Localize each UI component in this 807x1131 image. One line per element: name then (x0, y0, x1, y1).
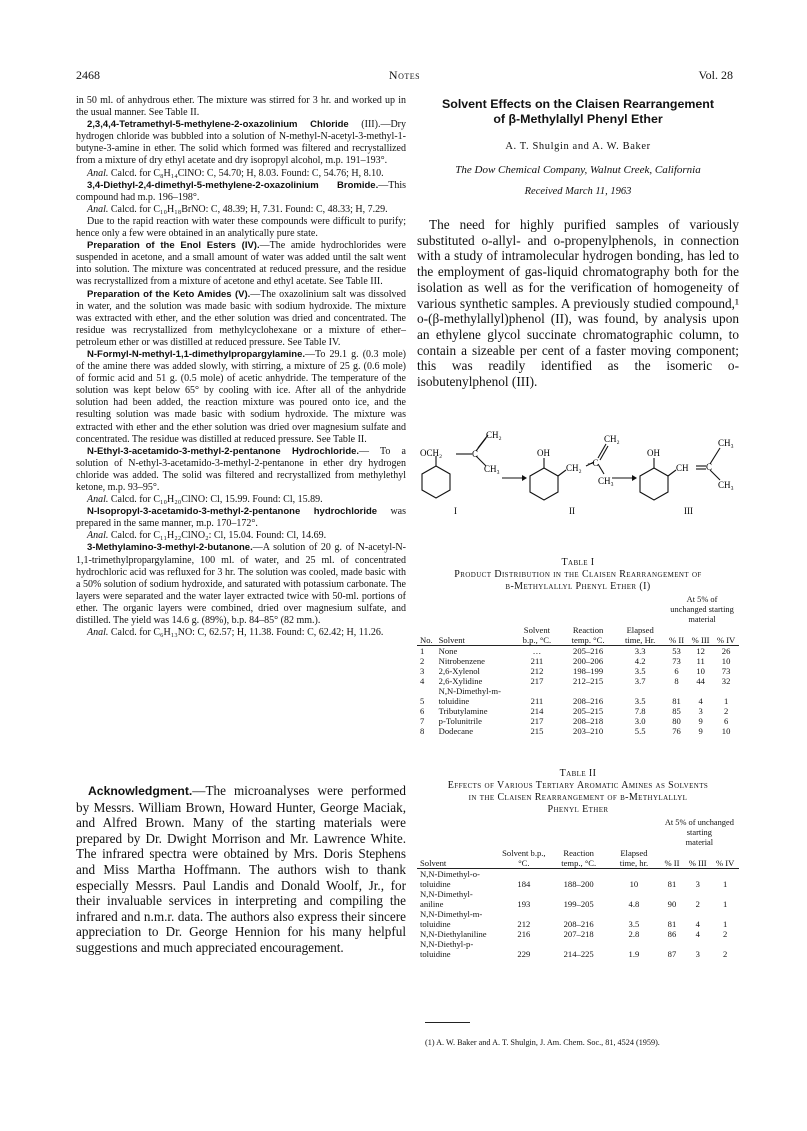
analysis: Anal. Calcd. for C₈H₁₄ClNO: C, 54.70; H, 8.03. Found: C, 54.76; H, 8.10. (87, 167, 384, 179)
table-cell: 9 (698, 716, 703, 726)
table-cell: 81 (667, 879, 677, 889)
table-cell: 4 (695, 929, 700, 939)
table-label: Table I (561, 557, 595, 568)
table-cell: 2 (723, 706, 729, 716)
table-cell: 87 (667, 949, 677, 959)
footnote: (1) A. W. Baker and A. T. Shulgin, J. Am. Chem. Soc., 81, 4524 (1959). (425, 1038, 660, 1047)
paragraph: 3-Methylamino-3-methyl-2-butanone.—A solution of 20 g. of N-acetyl-N-1,1-trimethylpropargylamine, 100 ml. of water, and 25 ml. of concentrated hydrochloric acid was refluxed for 3 hr. The solution was cooled, made basic with a 50% solution of sodium hydroxide, and saturated with potassium carbonate. The layers were separated and the water layer extracted twice with 50-ml. portions of ether. The organic layers were combined, dried over magnesium sulfate, and distilled. The yield was 14.6 g. (89%), b.p. 84–85° (82 mm.). (76, 542, 406, 627)
table-cell: 2,6-Xylidine (438, 676, 483, 686)
table-cell: 7 (420, 716, 425, 726)
table-cell: 4.8 (628, 899, 640, 909)
scheme-group: –C (588, 458, 599, 468)
table-cell: 4 (698, 696, 703, 706)
section-heading: Preparation of the Keto Amides (V). (87, 288, 251, 300)
table-cell: 207–218 (563, 929, 594, 939)
table-cell: 53 (672, 646, 681, 656)
table-title: in the Claisen Rearrangement of β-Methylallyl (468, 792, 688, 803)
scheme-group: CH₂ (604, 434, 620, 444)
paragraph: in 50 ml. of anhydrous ether. The mixture was stirred for 3 hr. and worked up in the usual manner. See Table II. (76, 95, 406, 119)
scheme-group: C (706, 462, 713, 472)
span-header: At 5% of unchanged starting (664, 818, 734, 837)
table-label: Table II (559, 768, 597, 779)
table-cell: 203–210 (573, 726, 604, 736)
table-row (417, 929, 739, 939)
data-table (417, 818, 739, 959)
benzene-ring (530, 468, 558, 500)
table-cell: 44 (696, 676, 705, 686)
table-row (417, 706, 739, 716)
table-row (417, 726, 739, 736)
column-header: Elapsed time, hr. (619, 848, 649, 868)
paragraph: Due to the rapid reaction with water these compounds were difficult to purify; hence only a few were obtained in an analytically pure state. (76, 215, 406, 240)
table-cell: 26 (721, 646, 731, 656)
column-header: Reaction temp., °C. (561, 848, 597, 868)
table-cell: 3.7 (634, 676, 646, 686)
table-cell: Dodecane (438, 726, 474, 736)
table-cell: 10 (721, 656, 731, 666)
table-cell: N,N-Dimethyl-m-toluidine (420, 909, 483, 929)
benzene-ring (422, 466, 450, 498)
table-cell: 1 (722, 919, 728, 929)
table-cell: 12 (696, 646, 705, 656)
compound-label: II (569, 506, 575, 516)
table-cell: 73 (672, 656, 681, 666)
running-head: Notes (388, 68, 421, 82)
table-cell: Nitrobenzene (438, 656, 485, 666)
table-cell: 85 (672, 706, 681, 716)
table-row (417, 889, 739, 909)
table-cell: 217 (530, 716, 544, 726)
column-header: Solvent (420, 858, 447, 868)
right-column (417, 95, 739, 390)
table-cell: 8 (420, 726, 425, 736)
scheme-group: CH₃ (718, 480, 734, 490)
table-cell: p-Tolunitrile (438, 716, 482, 726)
table-cell: 2 (695, 899, 700, 909)
table-1 (417, 557, 739, 736)
left-column (76, 95, 406, 639)
table-cell: 3.3 (634, 646, 646, 656)
table-cell: 1.9 (628, 949, 640, 959)
table-cell: 11 (696, 656, 705, 666)
table-row (417, 869, 739, 890)
analysis: Anal. Calcd. for C₆H₁₃NO: C, 62.57; H, 11.38. Found: C, 62.42; H, 11.26. (87, 627, 384, 639)
table-cell: 6 (723, 716, 729, 726)
compound-label: III (684, 506, 693, 516)
table-title: β-Methylallyl Phenyl Ether (I) (505, 581, 651, 592)
table-cell: 200–206 (573, 656, 604, 666)
analysis: Anal. Calcd. for C₁₁H₂₂ClNO₂: Cl, 15.04. Found: Cl, 14.69. (87, 530, 327, 542)
table-cell: 2,6-Xylenol (438, 666, 480, 676)
volume-label: Vol. 28 (698, 68, 733, 82)
paragraph: N-Ethyl-3-acetamido-3-methyl-2-pentanone Hydrochloride.— To a solution of N-ethyl-3-acetamido-3-methyl-2-pentanone in ether dry hydrogen chloride was added. The solid was filtered and recrystallized from methylethyl ketone, m.p. 93–95°. (76, 445, 406, 493)
column-header: Reaction temp. °C. (571, 625, 605, 645)
table-cell: 81 (667, 919, 677, 929)
table-cell: 211 (530, 656, 544, 666)
table-cell: Tributylamine (438, 706, 488, 716)
table-cell: N,N-Diethylaniline (420, 929, 487, 939)
table-cell: 1 (420, 646, 425, 656)
table-cell: 3.0 (634, 716, 646, 726)
table-row (417, 646, 739, 657)
table-cell: 199–205 (563, 899, 594, 909)
table-row (417, 716, 739, 726)
table-cell: 8 (674, 676, 679, 686)
section-heading: Preparation of the Enol Esters (IV). (87, 240, 260, 252)
table-cell: 214 (530, 706, 544, 716)
table-cell: 3.5 (634, 666, 646, 676)
table-cell: 5 (420, 696, 425, 706)
table-cell: 229 (517, 949, 531, 959)
table-cell: 73 (721, 666, 731, 676)
table-cell: 208–218 (573, 716, 604, 726)
column-header: % II (669, 635, 685, 645)
table-cell: 215 (530, 726, 544, 736)
table-cell: N,N-Diethyl-p-toluidine (420, 939, 474, 959)
article-title: Solvent Effects on the Claisen Rearrangement of β-Methylallyl Phenyl Ether (442, 97, 714, 126)
table-cell: 10 (721, 726, 731, 736)
scheme-group: CH₃ (718, 438, 734, 448)
page-number: 2468 (76, 68, 100, 82)
table-cell: 216 (517, 929, 531, 939)
table-title: Effects of Various Tertiary Aromatic Amines as Solvents (447, 780, 709, 791)
table-cell: 80 (672, 716, 681, 726)
analysis: Anal. Calcd. for C₁₀H₁₈BrNO: C, 48.39; H, 7.31. Found: C, 48.33; H, 7.29. (87, 203, 388, 215)
table-cell: 211 (530, 696, 544, 706)
scheme-group: CH₂ (486, 430, 502, 440)
table-cell: 4 (420, 676, 425, 686)
column-header: % IV (716, 635, 736, 645)
analysis: Anal. Calcd. for C₁₀H₂₀ClNO: Cl, 15.99. Found: Cl, 15.89. (87, 494, 323, 506)
affiliation: The Dow Chemical Company, Walnut Creek, California (455, 164, 701, 176)
acknowledgment-text: —The microanalyses were performed by Messrs. William Brown, Howard Hunter, George Maciak, and Alfred Brown. Many of the starting materials were prepared by Dr. Dwight Morrison and Mr. Lawrence White. The infrared spectra were obtained by Mrs. Doris Stephens and Miss Martha Hoffmann. The authors wish to thank especially Messrs. Paul Landis and Donald Woolf, Jr., for their invaluable services in interpreting and compiling the infrared and n.m.r. data. The authors also express their sincere appreciation to Dr. George Hennion for his many helpful suggestions and much appreciated encouragement. (76, 783, 406, 955)
compound-heading: N-Formyl-N-methyl-1,1-dimethylpropargylamine. (87, 348, 306, 360)
table-2 (417, 768, 739, 959)
paragraph: N-Isopropyl-3-acetamido-3-methyl-2-pentanone hydrochloride was prepared in the same manner, m.p. 170–172°. (76, 506, 407, 530)
scheme-group: OH (647, 448, 660, 458)
data-table (417, 595, 739, 736)
table-cell: 212 (530, 666, 544, 676)
paragraph: 2,3,4,4-Tetramethyl-5-methylene-2-oxazolinium Chloride (III).—Dry hydrogen chloride was bubbled into a solution of N-methyl-N-acetyl-3-methyl-1-butyne-3-amine in ether. The solid which formed was filtered and recrystallized from a mixture of dry ethyl acetate and dry isopropyl alcohol, m.p. 191–193°. (76, 119, 406, 167)
table-cell: 81 (672, 696, 681, 706)
footnote-rule (425, 1022, 470, 1023)
scheme-group: CH₂ (566, 463, 582, 473)
table-cell: 6 (674, 666, 679, 676)
table-cell: 4 (695, 919, 700, 929)
scheme-group: CH₃ (598, 476, 614, 486)
table-cell: N,N-Dimethyl-o-toluidine (420, 869, 480, 889)
table-cell: 10 (629, 879, 639, 889)
table-cell: N,N-Dimethyl-aniline (420, 889, 473, 909)
column-header: No. (420, 635, 433, 645)
table-cell: 7.8 (634, 706, 646, 716)
table-cell: 2 (722, 949, 728, 959)
scheme-group: CH (676, 463, 689, 473)
acknowledgment (76, 783, 406, 956)
table-cell: 212–215 (573, 676, 604, 686)
compound-label: I (454, 506, 457, 516)
table-row (417, 666, 739, 676)
table-cell: 3.5 (634, 696, 646, 706)
table-cell: 3 (695, 949, 700, 959)
column-header: Solvent (438, 635, 465, 645)
table-cell: 1 (722, 899, 728, 909)
column-header: % IV (715, 858, 735, 868)
column-header: Elapsed time, Hr. (625, 625, 656, 645)
acknowledgment-title: Acknowledgment. (88, 784, 193, 798)
column-header: Solvent b.p., °C. (522, 625, 552, 645)
table-cell: 217 (530, 676, 544, 686)
table-row (417, 676, 739, 686)
table-cell: 5.5 (634, 726, 646, 736)
table-cell: 188–200 (563, 879, 594, 889)
table-cell: N,N-Dimethyl-m-toluidine (438, 686, 501, 706)
table-cell: 205–216 (573, 646, 604, 656)
table-cell: 1 (722, 879, 728, 889)
table-body (417, 646, 739, 737)
paragraph: 3,4-Diethyl-2,4-dimethyl-5-methylene-2-oxazolinium Bromide.—This compound had m.p. 196–198°. (76, 179, 406, 203)
table-cell: 32 (721, 676, 731, 686)
table-cell: 76 (672, 726, 681, 736)
compound-heading: 3-Methylamino-3-methyl-2-butanone. (87, 542, 253, 554)
span-subheader: material (688, 615, 716, 624)
paragraph: N-Formyl-N-methyl-1,1-dimethylpropargylamine.—To 29.1 g. (0.3 mole) of the amine there was added slowly, with stirring, a mixture of 25 g. (0.6 mole) of formic acid and 51 g. (0.5 mole) of acetic anhydride. The temperature of the solution was kept below 65° by cooling with ice. After all of the anhydride solution had been added, the reaction mixture was poured onto ice, and the resulting solution was made basic with sodium hydroxide. The mixture was extracted with ether and the ether solution was dried over magnesium sulfate and concentrated. The residue was distilled at reduced pressure. See Table II. (76, 348, 406, 445)
table-row (417, 686, 739, 706)
table-cell: 2 (722, 929, 728, 939)
table-cell: 1 (723, 696, 729, 706)
table-cell: 193 (517, 899, 531, 909)
column-header: % III (688, 858, 707, 868)
scheme-group: CH₃ (484, 464, 500, 474)
article-body: The need for highly purified samples of variously substituted o-allyl- and o-propenylphenols, in connection with a study of intramolecular hydrogen bonding, has led to the employment of gas-liquid chromatography both for the isolation as well as for the verification of homogeneity of various synthetic samples. A previously studied compound,¹ o-(β-methylallyl)phenol (II), was found, by analysis upon an ethylene glycol succinate chromatographic column, to contain a sizeable per cent of a faster moving component; this was readily identified as the isomeric o-isobutenylphenol (III). (417, 217, 739, 390)
table-cell: 2 (420, 656, 425, 666)
table-cell: 6 (420, 706, 425, 716)
compound-heading: 2,3,4,4-Tetramethyl-5-methylene-2-oxazolinium Chloride (87, 119, 349, 131)
table-cell: … (532, 646, 542, 656)
table-cell: None (438, 646, 458, 656)
table-cell: 2.8 (628, 929, 640, 939)
table-cell: 208–216 (573, 696, 604, 706)
scheme-group: OH (537, 448, 550, 458)
column-header: Solvent b.p., °C. (502, 848, 546, 868)
table-row (417, 656, 739, 666)
table-row (417, 939, 739, 959)
compound-heading: 3,4-Diethyl-2,4-dimethyl-5-methylene-2-oxazolinium Bromide. (87, 179, 379, 191)
table-cell: 86 (667, 929, 677, 939)
column-header: % II (664, 858, 680, 868)
table-cell: 184 (517, 879, 531, 889)
table-cell: 3 (698, 706, 703, 716)
table-cell: 9 (698, 726, 703, 736)
table-cell: 3.5 (628, 919, 640, 929)
table-cell: 3 (420, 666, 425, 676)
span-header: At 5% of unchanged starting (670, 595, 734, 614)
table-cell: 198–199 (573, 666, 604, 676)
page-header (76, 68, 733, 86)
compound-heading: N-Isopropyl-3-acetamido-3-methyl-2-pentanone hydrochloride (87, 506, 378, 518)
paragraph: Preparation of the Enol Esters (IV).—The amide hydrochlorides were suspended in acetone, and a small amount of water was added until the salt went into solution. The mixture was concentrated at reduced pressure, and the residue was recrystallized from a mixture of acetone and ethyl acetate. See Table III. (76, 240, 406, 288)
table-cell: 10 (696, 666, 705, 676)
paragraph: Preparation of the Keto Amides (V).—The oxazolinium salt was dissolved in water, and the solution was made basic with sodium hydroxide. The mixture was extracted with ether, and the ether solution was dried and concentrated. The residue was recrystallized from methylcyclohexane or a mixture of ether–petroleum ether or was distilled at reduced pressure. See Table IV. (76, 288, 406, 348)
column-header: % III (691, 635, 710, 645)
compound-heading: N-Ethyl-3-acetamido-3-methyl-2-pentanone Hydrochloride. (87, 445, 360, 457)
reaction-scheme (414, 426, 744, 521)
table-cell: 4.2 (634, 656, 646, 666)
benzene-ring (640, 468, 668, 500)
table-title: Phenyl Ether (547, 804, 609, 815)
table-cell: 214–225 (563, 949, 594, 959)
span-subheader: material (685, 838, 714, 847)
table-title: Product Distribution in the Claisen Rearrangement of (454, 569, 702, 580)
scheme-group: C (472, 449, 479, 459)
received-date: Received March 11, 1963 (524, 186, 632, 197)
table-cell: 3 (695, 879, 700, 889)
table-cell: 205–215 (573, 706, 604, 716)
table-cell: 90 (667, 899, 677, 909)
authors: A. T. Shulgin and A. W. Baker (505, 141, 651, 152)
table-cell: 208–216 (563, 919, 594, 929)
table-row (417, 909, 739, 929)
table-body (417, 869, 739, 960)
scheme-group: OCH₂ (420, 448, 443, 458)
table-cell: 212 (517, 919, 531, 929)
